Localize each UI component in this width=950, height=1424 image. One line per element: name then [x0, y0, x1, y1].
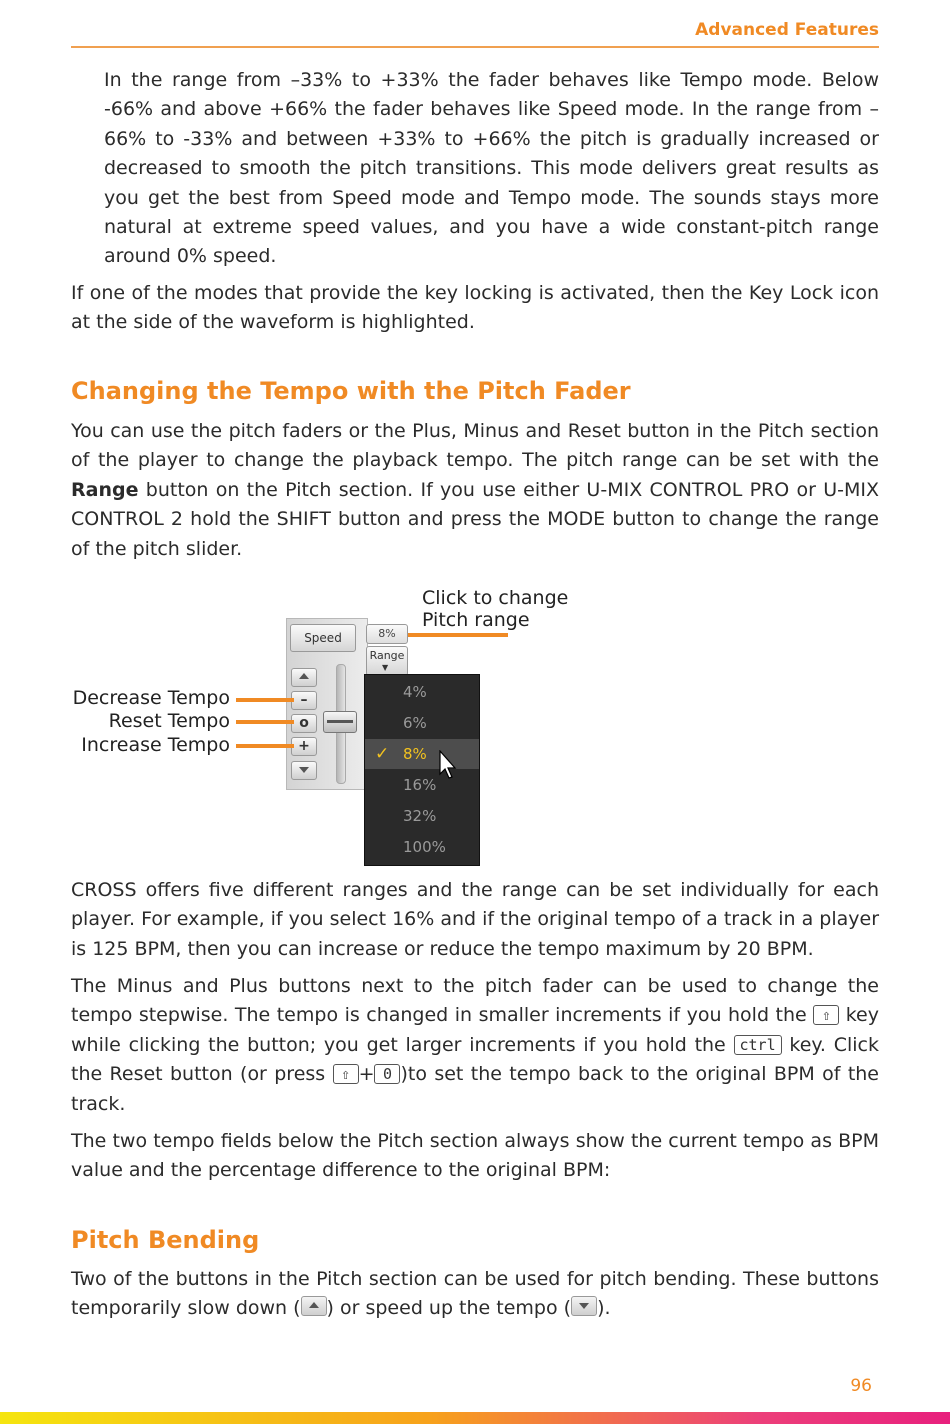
arrow-up-icon [299, 673, 309, 679]
label-increase-tempo: Increase Tempo [81, 734, 230, 756]
range-option[interactable] [365, 832, 479, 862]
footer-gradient-bar [0, 1412, 950, 1424]
checkmark-icon: ✓ [375, 744, 390, 764]
shift-key-icon: ⇧ [333, 1064, 359, 1084]
pitch-bend-up-icon [301, 1296, 327, 1316]
ranges-paragraph: CROSS offers five different ranges and the range can be set individually for each player. For example, if you select 16% and if the original tempo of a track in a player is 125 BPM, then you can increase or reduce the tempo maximum by 20 BPM. [71, 879, 880, 960]
callout-range-line1: Click to change [422, 587, 569, 609]
mouse-cursor-icon [439, 750, 459, 780]
pitch-fader-paragraph [71, 417, 879, 564]
range-option-label: 100% [403, 838, 446, 856]
range-option-label: 6% [403, 714, 427, 732]
chevron-down-icon: ▼ [382, 663, 389, 672]
range-option[interactable] [365, 801, 479, 831]
range-option-label: 32% [403, 807, 437, 825]
range-option[interactable] [365, 677, 479, 707]
leader-line-decrease [236, 698, 294, 702]
text-run: )to set the tempo back to the original BPM of the track. [71, 1063, 879, 1115]
text-run: ) or speed up the tempo ( [326, 1297, 572, 1320]
leader-line-reset [236, 720, 294, 724]
chapter-title: Advanced Features [695, 20, 879, 40]
shift-key-icon: ⇧ [813, 1005, 839, 1025]
range-dropdown-menu [364, 674, 480, 866]
reset-tempo-button[interactable]: o [291, 714, 317, 733]
range-term: Range [71, 478, 139, 501]
text-run: key while clicking the button; you get larger increments if you hold the [71, 1004, 879, 1056]
increase-tempo-button[interactable]: + [291, 737, 317, 756]
callout-range-line2: Pitch range [422, 609, 530, 631]
pitch-value-display: 8% [366, 624, 408, 644]
zero-key-icon: 0 [374, 1064, 400, 1084]
pitch-bending-paragraph [71, 1265, 879, 1324]
section-heading-pitch-bending: Pitch Bending [71, 1226, 260, 1254]
plus-sign: + [358, 1063, 375, 1086]
range-option-label: 8% [403, 745, 427, 763]
text-run: The Minus and Plus buttons next to the pitch fader can be used to change the tempo stepwise. The tempo is changed in smaller increments if you hold the [71, 975, 879, 1027]
leader-line-increase [236, 744, 294, 748]
range-option-label: 16% [403, 776, 437, 794]
decrease-tempo-button[interactable]: – [291, 691, 317, 710]
range-option-selected[interactable] [365, 739, 479, 769]
text-run: Two of the buttons in the Pitch section can be used for pitch bending. These buttons temporarily slow down ( [71, 1268, 879, 1320]
stepwise-paragraph [71, 972, 879, 1119]
pitch-bend-down-button[interactable] [291, 761, 317, 780]
pitch-bend-up-button[interactable] [291, 668, 317, 687]
leader-line-range [402, 633, 508, 637]
tempo-fields-paragraph: The two tempo fields below the Pitch section always show the current tempo as BPM value and the percentage difference to the original BPM: [71, 1130, 879, 1182]
page-header [71, 18, 879, 48]
section-heading-tempo: Changing the Tempo with the Pitch Fader [71, 377, 631, 405]
text-run: key. Click the Reset button (or press [71, 1033, 879, 1086]
label-decrease-tempo: Decrease Tempo [72, 687, 230, 709]
text-run: button on the Pitch section. If you use either U-MIX CONTROL PRO or U-MIX CONTROL 2 hold the SHIFT button and press the MODE button to change the range of the pitch slider. [71, 478, 879, 560]
pitch-bend-down-icon [571, 1296, 597, 1316]
speed-button[interactable]: Speed [290, 624, 356, 652]
text-run: ). [597, 1297, 611, 1320]
range-option-label: 4% [403, 683, 427, 701]
arrow-down-icon [299, 767, 309, 773]
range-button-label: Range [369, 649, 405, 662]
label-reset-tempo: Reset Tempo [108, 710, 230, 732]
intro-indented-paragraph: In the range from –33% to +33% the fader behaves like Tempo mode. Below -66% and above +66% the fader behaves like Speed mode. In the range from –66% to -33% and between +33% to +66% the pitch is gradually increased or decreased to smooth the pitch transitions. This mode delivers great results as you get the best from Speed mode and Tempo mode. The sounds stays more natural at extreme speed values, and you have a wide constant-pitch range around 0% speed. [104, 69, 879, 268]
page-number: 96 [850, 1376, 872, 1396]
pitch-fader-handle[interactable] [323, 711, 357, 733]
range-option[interactable] [365, 708, 479, 738]
key-lock-paragraph: If one of the modes that provide the key locking is activated, then the Key Lock icon at the side of the waveform is highlighted. [71, 282, 879, 334]
ctrl-key-icon: ctrl [734, 1035, 782, 1055]
text-run: You can use the pitch faders or the Plus, Minus and Reset button in the Pitch section of the player to change the playback tempo. The pitch range can be set with the [71, 420, 879, 472]
range-option[interactable] [365, 770, 479, 800]
range-button[interactable] [366, 646, 408, 676]
